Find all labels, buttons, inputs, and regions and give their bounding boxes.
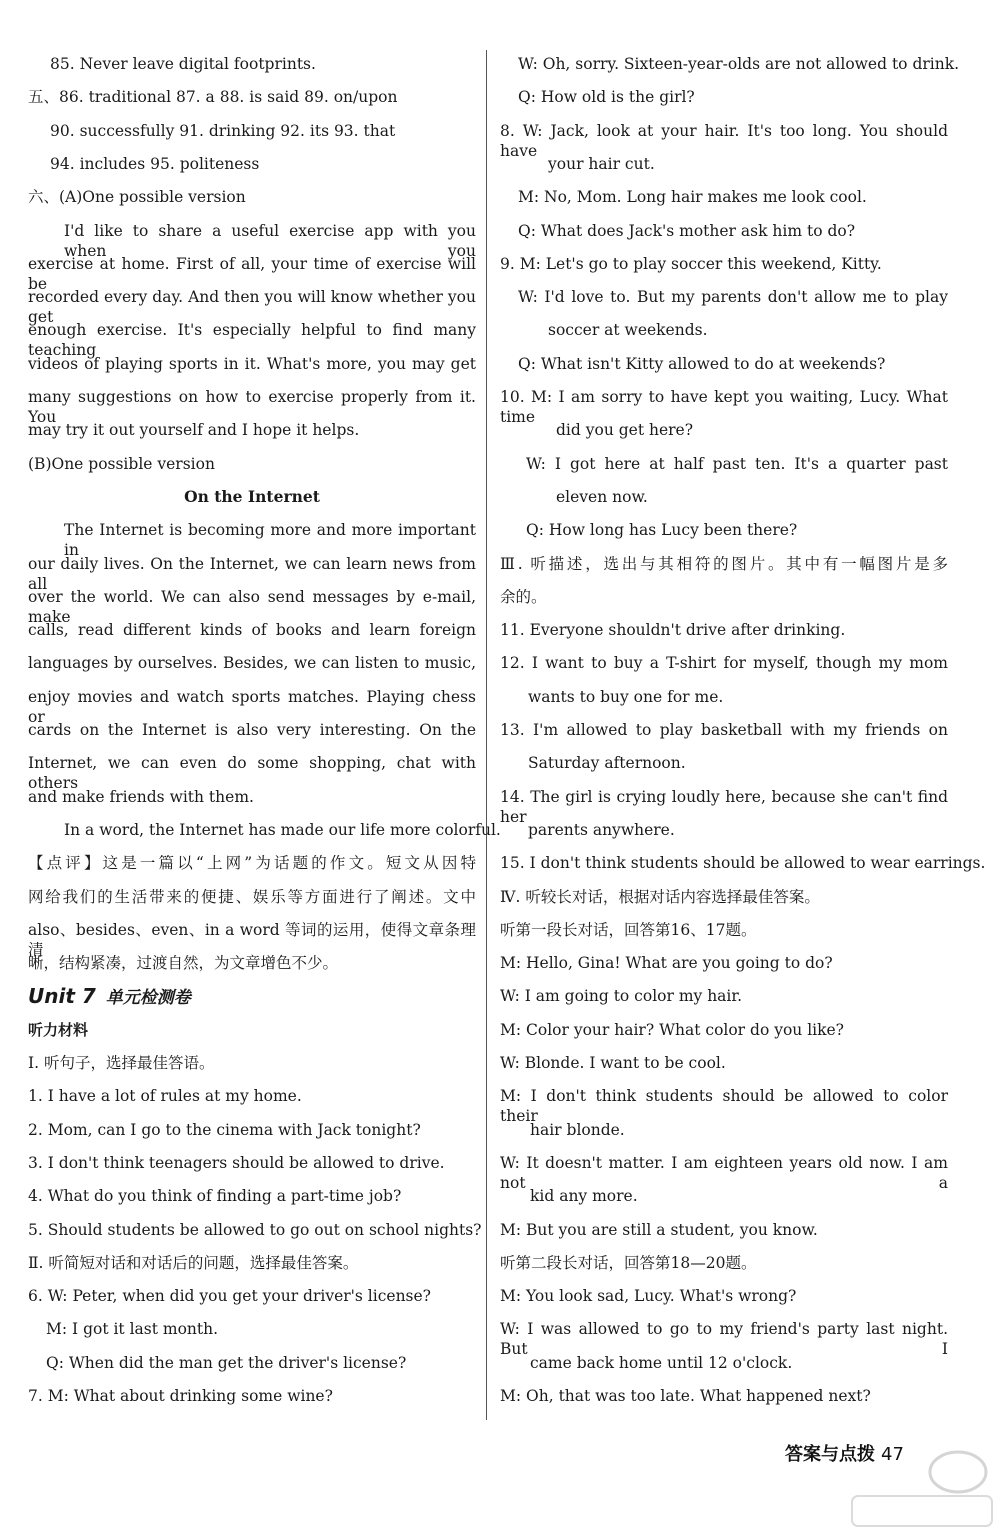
text-line: enough exercise. It's especially helpful to find many teaching xyxy=(28,321,476,360)
text-line: 12. I want to buy a T-shirt for myself, though my mom xyxy=(500,654,948,673)
text-line: Q: What does Jack's mother ask him to do? xyxy=(518,221,856,240)
text-line: and make friends with them. xyxy=(28,787,254,806)
footer-label: 答案与点拨 xyxy=(785,1444,875,1465)
text-line: 9. M: Let's go to play soccer this weekend, Kitty. xyxy=(500,254,882,273)
page-number: 47 xyxy=(881,1444,904,1465)
text-line: 94. includes 95. politeness xyxy=(50,154,260,173)
text-line: 10. M: I am sorry to have kept you waiting, Lucy. What time xyxy=(500,388,948,426)
column-divider xyxy=(486,50,487,1420)
text-line: 余的。 xyxy=(500,587,547,606)
text-line: M: Hello, Gina! What are you going to do? xyxy=(500,954,833,973)
text-line: our daily lives. On the Internet, we can learn news from all xyxy=(28,554,476,593)
text-line: 【点评】这是一篇以“上网”为话题的作文。短文从因特 xyxy=(28,854,476,873)
text-line: 8. W: Jack, look at your hair. It's too long. You should have xyxy=(500,121,948,160)
text-line: 晰，结构紧凑，过渡自然，为文章增色不少。 xyxy=(28,954,339,973)
text-line: 六、(A)One possible version xyxy=(28,188,246,207)
text-line: Q: What isn't Kitty allowed to do at weekends? xyxy=(518,354,886,373)
text-line: 7. M: What about drinking some wine? xyxy=(28,1387,333,1405)
text-line: W: I was allowed to go to my friend's party last night. But I xyxy=(500,1320,948,1359)
text-line: did you get here? xyxy=(556,421,694,440)
text-line: M: No, Mom. Long hair makes me look cool. xyxy=(518,188,867,207)
text-line: also、besides、even、in a word 等词的运用，使得文章条理清 xyxy=(28,920,476,959)
text-line: W: I got here at half past ten. It's a quarter past xyxy=(526,454,948,473)
text-line: over the world. We can also send messages by e-mail, make xyxy=(28,587,476,626)
text-line: enjoy movies and watch sports matches. Playing chess or xyxy=(28,687,476,726)
text-line: hair blonde. xyxy=(530,1120,625,1139)
text-line: (B)One possible version xyxy=(28,454,215,473)
text-line: W: I am going to color my hair. xyxy=(500,987,743,1006)
text-line: 14. The girl is crying loudly here, because she can't find her xyxy=(500,787,948,826)
text-line: M: You look sad, Lucy. What's wrong? xyxy=(500,1287,797,1306)
text-line: languages by ourselves. Besides, we can listen to music, xyxy=(28,654,476,673)
text-line: many suggestions on how to exercise properly from it. You xyxy=(28,388,476,426)
text-line: Q: When did the man get the driver's license? xyxy=(46,1353,407,1372)
text-line: W: Blonde. I want to be cool. xyxy=(500,1054,726,1072)
unit-name: Unit 7 xyxy=(28,984,96,1009)
text-line: W: I'd love to. But my parents don't allow me to play xyxy=(518,288,948,307)
text-line: M: Oh, that was too late. What happened next? xyxy=(500,1387,871,1405)
watermark-stamp xyxy=(846,1448,996,1530)
text-line: M: I got it last month. xyxy=(46,1320,219,1339)
unit-title xyxy=(28,984,191,1010)
text-line: Saturday afternoon. xyxy=(528,754,686,773)
text-line: 15. I don't think students should be allowed to wear earrings. xyxy=(500,854,986,873)
text-line: 4. What do you think of finding a part-time job? xyxy=(28,1187,402,1206)
text-line: 11. Everyone shouldn't drive after drinking. xyxy=(500,621,846,640)
text-line: Q: How old is the girl? xyxy=(518,88,695,107)
text-line: On the Internet xyxy=(184,486,320,506)
text-line: 6. W: Peter, when did you get your driver's license? xyxy=(28,1287,431,1306)
listening-heading: 听力材料 xyxy=(28,1020,89,1039)
text-line: 3. I don't think teenagers should be allowed to drive. xyxy=(28,1153,445,1172)
text-line: 13. I'm allowed to play basketball with my friends on xyxy=(500,721,948,739)
text-line: M: But you are still a student, you know. xyxy=(500,1220,818,1239)
text-line: Internet, we can even do some shopping, chat with others xyxy=(28,754,476,793)
text-line: Ⅱ. 听简短对话和对话后的问题，选择最佳答案。 xyxy=(28,1253,359,1272)
text-line: 90. successfully 91. drinking 92. its 93. that xyxy=(50,121,396,140)
text-line: Ⅲ. 听描述，选出与其相符的图片。其中有一幅图片是多 xyxy=(500,554,948,573)
text-line: M: Color your hair? What color do you like? xyxy=(500,1020,844,1039)
text-line: calls, read different kinds of books and learn foreign xyxy=(28,621,476,640)
text-line: 5. Should students be allowed to go out on school nights? xyxy=(28,1220,482,1239)
text-line: 2. Mom, can I go to the cinema with Jack tonight? xyxy=(28,1120,421,1139)
text-line: W: It doesn't matter. I am eighteen years old now. I am not a xyxy=(500,1153,948,1192)
text-line: Ⅳ. 听较长对话，根据对话内容选择最佳答案。 xyxy=(500,887,820,906)
text-line: came back home until 12 o'clock. xyxy=(530,1353,793,1372)
text-line: The Internet is becoming more and more important in xyxy=(64,521,476,560)
text-line: 听第二段长对话，回答第18—20题。 xyxy=(500,1253,757,1272)
text-line: I'd like to share a useful exercise app with you when you xyxy=(64,221,476,260)
text-line: eleven now. xyxy=(556,487,648,506)
text-line: Ⅰ. 听句子，选择最佳答语。 xyxy=(28,1054,215,1072)
text-line: may try it out yourself and I hope it helps. xyxy=(28,421,360,440)
text-line: recorded every day. And then you will know whether you get xyxy=(28,288,476,327)
text-line: 网给我们的生活带来的便捷、娱乐等方面进行了阐述。文中 xyxy=(28,887,476,906)
text-line: wants to buy one for me. xyxy=(528,687,724,706)
text-line: parents anywhere. xyxy=(528,820,675,839)
text-line: exercise at home. First of all, your time of exercise will be xyxy=(28,254,476,293)
text-line: 85. Never leave digital footprints. xyxy=(50,55,316,73)
text-line: your hair cut. xyxy=(548,154,655,173)
text-line: In a word, the Internet has made our life more colorful. xyxy=(64,820,501,839)
text-line: 1. I have a lot of rules at my home. xyxy=(28,1087,302,1106)
text-line: kid any more. xyxy=(530,1187,638,1206)
text-line: 听第一段长对话，回答第16、17题。 xyxy=(500,920,757,939)
text-line: Q: How long has Lucy been there? xyxy=(526,521,798,540)
text-line: 五、86. traditional 87. a 88. is said 89. on/upon xyxy=(28,88,398,107)
text-line: videos of playing sports in it. What's more, you may get xyxy=(28,354,476,373)
text-line: M: I don't think students should be allowed to color their xyxy=(500,1087,948,1126)
text-line: W: Oh, sorry. Sixteen-year-olds are not allowed to drink. xyxy=(518,55,960,73)
unit-subtitle: 单元检测卷 xyxy=(105,988,191,1009)
text-line: cards on the Internet is also very interesting. On the xyxy=(28,721,476,739)
text-line: soccer at weekends. xyxy=(548,321,708,340)
